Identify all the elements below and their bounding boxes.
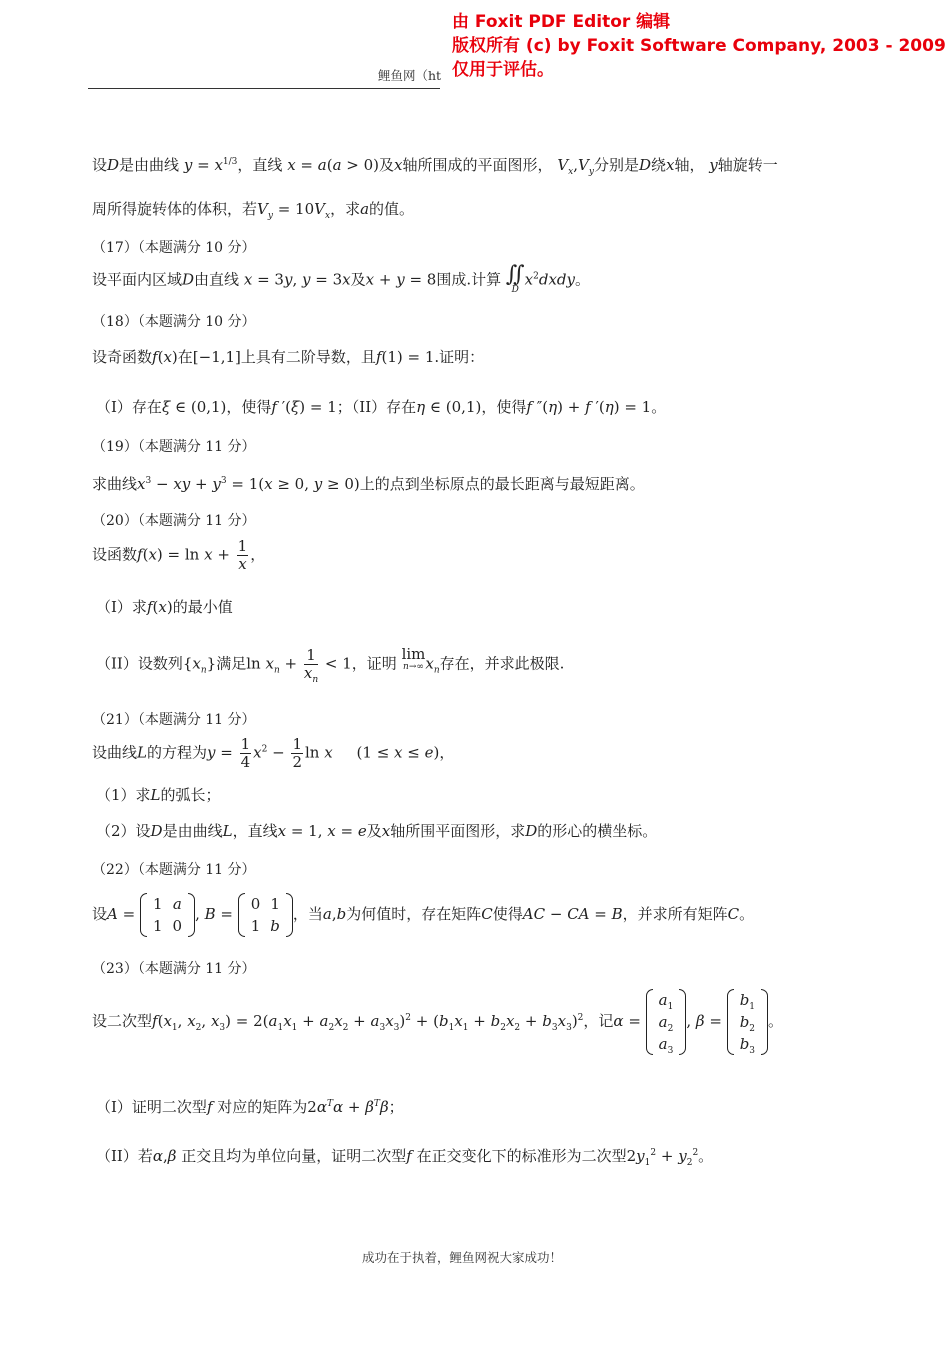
q21-part-1: （1）求L的弧长； xyxy=(96,786,221,804)
watermark-line-2: 版权所有 (c) by Foxit Software Company, 2003 - 2009 xyxy=(452,36,946,56)
q18-body: 设奇函数f(x)在[−1,1]上具有二阶导数，且f(1) = 1.证明： xyxy=(92,348,485,366)
q17-body: 设平面内区域D由直线 x = 3y, y = 3x及x + y = 8围成.计算 ∬ D $x^2dxdy$。 xyxy=(92,262,590,295)
q20-body: 设函数f(x) = ln x + $\frac{1}{x}$ ， xyxy=(92,537,266,573)
q21-title: （21）（本题满分 11 分） xyxy=(92,712,256,728)
q21-part-2: （2）设D是由曲线L，直线x = 1, x = e及x轴所围平面图形，求D的形心的横坐标。 xyxy=(96,822,658,840)
q23-part-2: （II）若α,β 正交且均为单位向量，证明二次型f 在正交变化下的标准形为二次型$2y_1^2 + y_2^2$。 xyxy=(96,1147,714,1168)
q20-part-2: （II）设数列$\{x_n\}$满足$\ln x_n$ + $\frac{1}{x_n}$ < 1，证明 lim n→∞ $x_n$存在，并求此极限. xyxy=(96,645,565,685)
q20-part-1: （I）求f(x)的最小值 xyxy=(96,598,233,616)
q22-title: （22）（本题满分 11 分） xyxy=(92,862,256,878)
page-footer: 成功在于执着，鲤鱼网祝大家成功！ xyxy=(362,1250,563,1265)
q16-line-1: 设D是由曲线 $y = x^{1/3}$，直线 x = a(a > 0)及x轴所围成的平面图形， $V_x,V_y$分别是D绕x轴， y轴旋转一 xyxy=(92,156,778,177)
q20-title: （20）（本题满分 11 分） xyxy=(92,513,256,529)
q16-line-2: 周所得旋转体的体积，若$V_y = 10V_x$，求a的值。 xyxy=(92,200,415,221)
q23-body: 设二次型$f(x_1$, $x_2$, $x_3) = 2(a_1x_1 + a_2x_2 + a_3x_3)^2 + (b_1x_1 + b_2x_2 + b_3x_3)^2$，记α = $a_1$ $a_2$ $a_3$ , β = $b_1$ $b_2$ $b_3$ 。 xyxy=(92,991,784,1056)
header-rule xyxy=(88,88,440,89)
watermark-line-3: 仅用于评估。 xyxy=(452,60,554,80)
q23-title: （23）（本题满分 11 分） xyxy=(92,961,256,977)
watermark xyxy=(452,10,946,82)
q19-title: （19）（本题满分 11 分） xyxy=(92,439,256,455)
q18-title: （18）（本题满分 10 分） xyxy=(92,314,256,330)
q22-body: 设A = 1 a 1 0 , B = 0 1 1 b ，当a,b为何值时，存在矩阵C使得AC − CA = B，并求所有矩阵C。 xyxy=(92,895,755,935)
q19-body: 求曲线$x^3$ − xy + $y^3 = 1(x \ge 0$, y ≥ 0)上的点到坐标原点的最长距离与最短距离。 xyxy=(92,475,645,493)
page-header: 鲤鱼网（ht xyxy=(378,68,442,83)
q17-title: （17）（本题满分 10 分） xyxy=(92,240,256,256)
q23-part-1: （I）证明二次型f 对应的矩阵为$2\alpha^T\alpha + \beta^T\beta$； xyxy=(96,1098,404,1116)
q18-parts: （I）存在ξ ∈ (0,1)，使得f ′(ξ) = 1；（II）存在η ∈ (0,1)，使得f ″(η) + f ′(η) = 1。 xyxy=(96,398,667,416)
q21-body: 设曲线L的方程为y = $\frac{1}{4}$ $x^2$ − $\frac{1}{2}$ ln x (1 ≤ x ≤ e)， xyxy=(92,735,455,771)
watermark-line-1: 由 Foxit PDF Editor 编辑 xyxy=(452,12,671,32)
